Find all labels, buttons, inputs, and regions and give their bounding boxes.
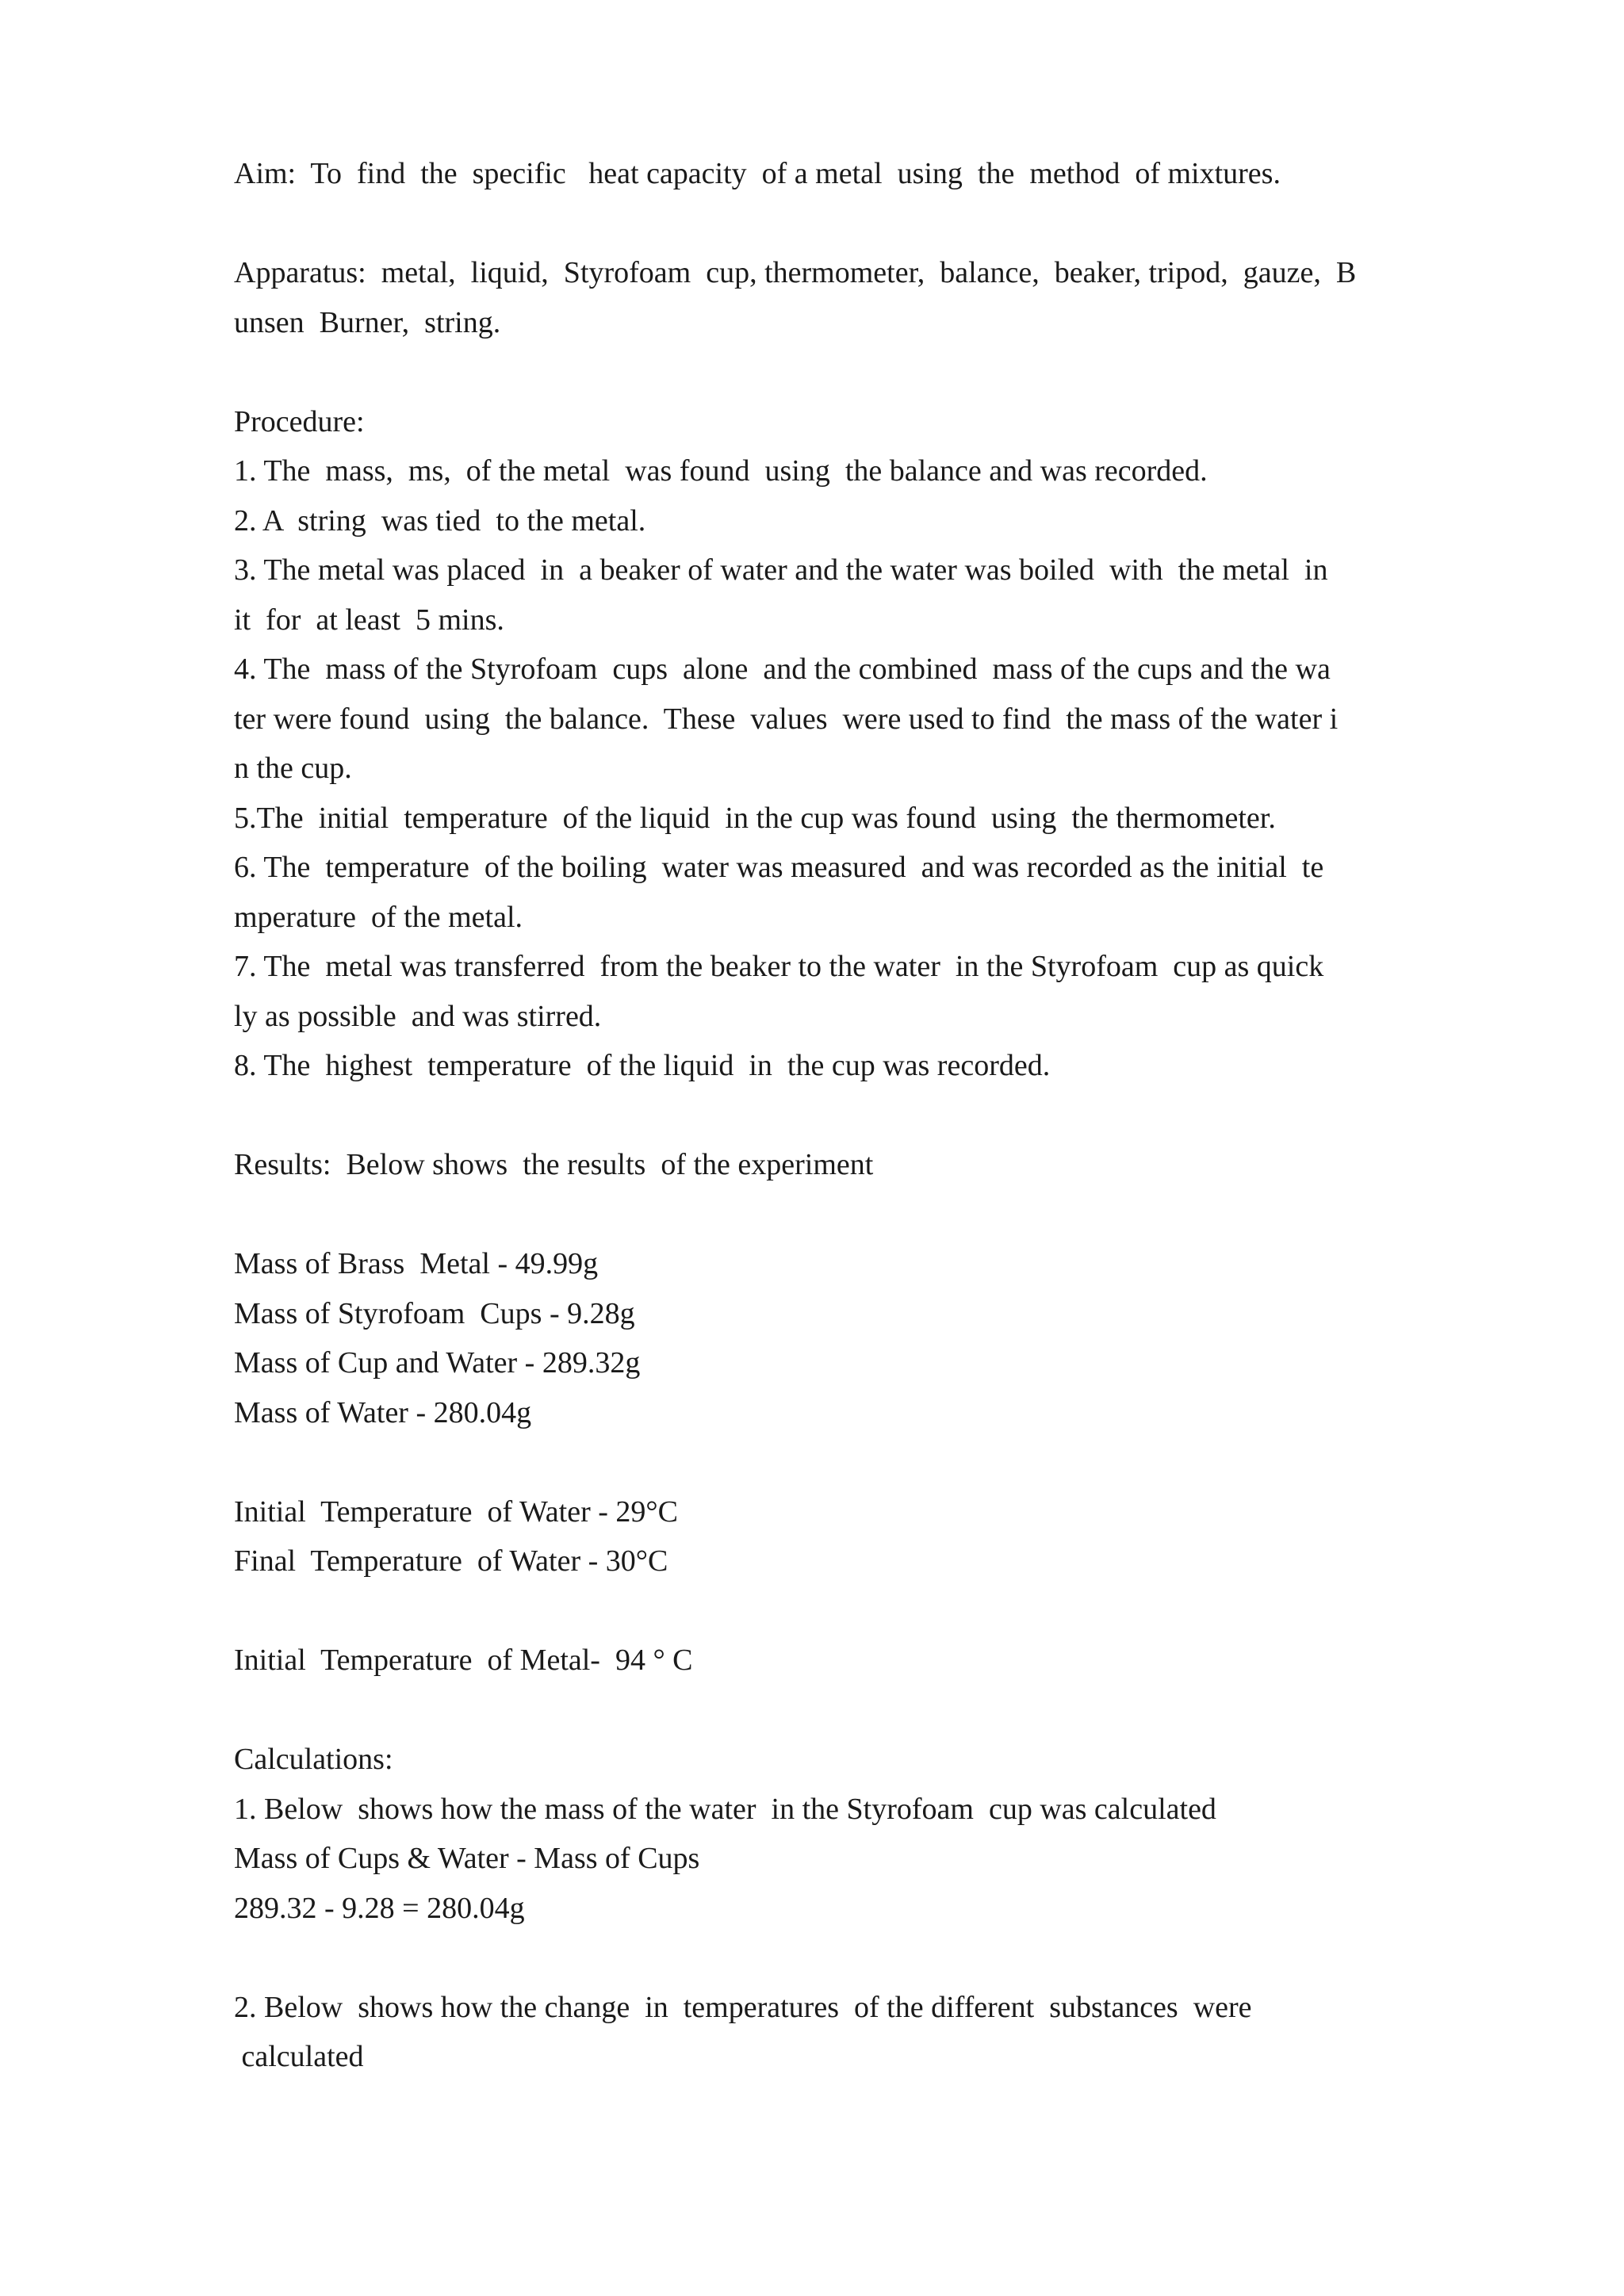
procedure-line: it for at least 5 mins. bbox=[234, 603, 504, 637]
result-water-temp-line: Initial Temperature of Water - 29°C bbox=[234, 1494, 678, 1529]
procedure-line: 5.The initial temperature of the liquid in the cup was found using the thermometer. bbox=[234, 801, 1276, 835]
procedure-line: 6. The temperature of the boiling water was measured and was recorded as the initial te bbox=[234, 851, 1324, 884]
calculation-line: 2. Below shows how the change in temperatures of the different substances were bbox=[234, 1990, 1252, 2024]
spacer bbox=[234, 347, 1408, 397]
result-mass-line: Mass of Cup and Water - 289.32g bbox=[234, 1346, 641, 1380]
calculation-line: 289.32 - 9.28 = 280.04g bbox=[234, 1891, 525, 1925]
procedure-line: ly as possible and was stirred. bbox=[234, 999, 602, 1033]
procedure-line: 3. The metal was placed in a beaker of water and the water was boiled with the metal in bbox=[234, 553, 1328, 587]
spacer bbox=[234, 199, 1408, 249]
apparatus-line-2: unsen Burner, string. bbox=[234, 305, 501, 339]
calculation-line: Mass of Cups & Water - Mass of Cups bbox=[234, 1842, 700, 1875]
procedure-line: 8. The highest temperature of the liquid in the cup was recorded. bbox=[234, 1049, 1051, 1082]
procedure-line: 1. The mass, ms, of the metal was found using the balance and was recorded. bbox=[234, 454, 1208, 488]
result-metal-temp-line: Initial Temperature of Metal- 94 ° C bbox=[234, 1644, 693, 1677]
apparatus-line-1: Apparatus: metal, liquid, Styrofoam cup, thermometer, balance, beaker, tripod, gauze, B bbox=[234, 256, 1357, 289]
spacer bbox=[234, 1091, 1408, 1141]
calculation-line: calculated bbox=[234, 2040, 364, 2073]
procedure-line: 7. The metal was transferred from the beaker to the water in the Styrofoam cup as quick bbox=[234, 950, 1324, 983]
result-water-temp-line: Final Temperature of Water - 30°C bbox=[234, 1544, 668, 1578]
procedure-line: n the cup. bbox=[234, 752, 352, 785]
aim-statement: Aim: To find the specific heat capacity of a metal using the method of mixtures. bbox=[234, 157, 1281, 190]
result-mass-line: Mass of Water - 280.04g bbox=[234, 1395, 532, 1429]
procedure-line: ter were found using the balance. These values were used to find the mass of the water i bbox=[234, 702, 1339, 736]
spacer bbox=[234, 1586, 1408, 1636]
result-mass-line: Mass of Brass Metal - 49.99g bbox=[234, 1247, 599, 1280]
procedure-line: 4. The mass of the Styrofoam cups alone and the combined mass of the cups and the wa bbox=[234, 652, 1331, 686]
spacer bbox=[234, 1190, 1408, 1240]
spacer bbox=[234, 1933, 1408, 1983]
result-mass-line: Mass of Styrofoam Cups - 9.28g bbox=[234, 1296, 635, 1330]
calculation-line: 1. Below shows how the mass of the water in the Styrofoam cup was calculated bbox=[234, 1792, 1216, 1826]
procedure-line: mperature of the metal. bbox=[234, 900, 523, 934]
document-body bbox=[234, 149, 1408, 2082]
results-intro: Results: Below shows the results of the experiment bbox=[234, 1148, 874, 1181]
spacer bbox=[234, 1437, 1408, 1487]
procedure-line: 2. A string was tied to the metal. bbox=[234, 503, 646, 538]
spacer bbox=[234, 1686, 1408, 1735]
calculations-heading: Calculations: bbox=[234, 1743, 393, 1776]
procedure-heading: Procedure: bbox=[234, 404, 365, 438]
